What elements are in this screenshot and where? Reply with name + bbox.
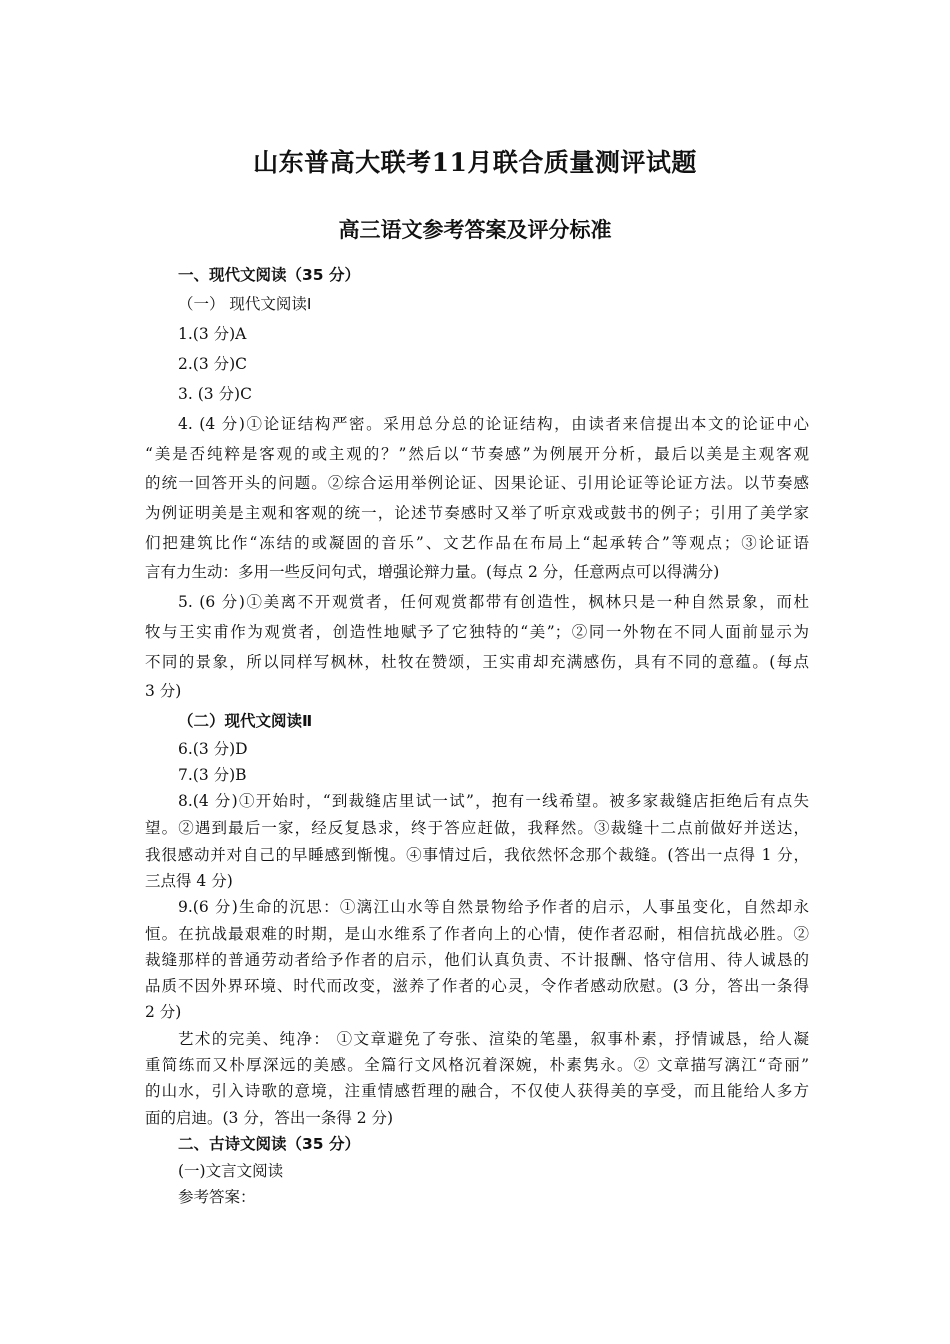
answer-line: 牧与王实甫作为观赏者，创造性地赋予了它独特的“美”；②同一外物在不同人面前显示为: [145, 623, 809, 641]
answer-line: 2 分): [145, 1003, 182, 1021]
section-heading: 一、现代文阅读（35 分）: [178, 266, 360, 284]
answer-line: 5. (6 分)①美离不开观赏者，任何观赏都带有创造性，枫林只是一种自然景象，而杜: [178, 593, 809, 611]
answer-line: 参考答案：: [178, 1188, 256, 1206]
answer-line: 4. (4 分)①论证结构严密。采用总分总的论证结构，由读者来信提出本文的论证中心: [178, 415, 809, 433]
answer-line: 2.(3 分)C: [178, 355, 248, 373]
answer-line: 恒。在抗战最艰难的时期，是山水维系了作者向上的心情，使作者忍耐，相信抗战必胜。②: [145, 925, 809, 943]
page-subtitle: 高三语文参考答案及评分标准: [338, 217, 612, 242]
answer-line: 品质不因外界环境、时代而改变，滋养了作者的心灵，令作者感动欣慰。(3 分，答出一条得: [145, 977, 809, 995]
answer-line: 7.(3 分)B: [178, 766, 247, 784]
answer-line: 9.(6 分)生命的沉思：①漓江山水等自然景物给予作者的启示，人事虽变化，自然却永: [178, 898, 809, 916]
subsection-heading: （一） 现代文阅读Ⅰ: [178, 295, 312, 313]
answer-line: 1.(3 分)A: [178, 325, 247, 343]
answer-line: 言有力生动：多用一些反问句式，增强论辩力量。(每点 2 分，任意两点可以得满分): [145, 563, 720, 581]
answer-line: 6.(3 分)D: [178, 740, 248, 758]
answer-line: 重简练而又朴厚深远的美感。全篇行文风格沉着深婉，朴素隽永。② 文章描写漓江“奇丽”: [145, 1056, 809, 1074]
answer-line: 望。②遇到最后一家，经反复恳求，终于答应赶做，我释然。③裁缝十二点前做好并送达，: [145, 819, 809, 837]
answer-line: “美是否纯粹是客观的或主观的？”然后以“节奏感”为例展开分析，最后以美是主观客观: [145, 445, 809, 463]
subsection-heading: （二）现代文阅读Ⅱ: [178, 712, 313, 730]
subsection-heading: (一)文言文阅读: [178, 1162, 284, 1180]
answer-line: 为例证明美是主观和客观的统一，论述节奏感时又举了听京戏或鼓书的例子；引用了美学家: [145, 504, 809, 522]
section-heading: 二、古诗文阅读（35 分）: [178, 1135, 360, 1153]
answer-line: 不同的景象，所以同样写枫林，杜牧在赞颂，王实甫却充满感伤，具有不同的意蕴。(每点: [145, 653, 809, 671]
answer-line: 3. (3 分)C: [178, 385, 252, 403]
answer-line: 的山水，引入诗歌的意境，注重情感哲理的融合，不仅使人获得美的享受，而且能给人多方: [145, 1082, 809, 1100]
answer-line: 我很感动并对自己的早睡感到惭愧。④事情过后，我依然怀念那个裁缝。(答出一点得 1 分，: [145, 846, 809, 864]
answer-line: 面的启迪。(3 分，答出一条得 2 分): [145, 1109, 394, 1127]
answer-line: 的统一回答开头的问题。②综合运用举例论证、因果论证、引用论证等论证方法。以节奏感: [145, 474, 809, 492]
answer-line: 三点得 4 分): [145, 872, 233, 890]
answer-line: 8.(4 分)①开始时，“到裁缝店里试一试”，抱有一线希望。被多家裁缝店拒绝后有点失: [178, 792, 809, 810]
answer-line: 们把建筑比作“冻结的或凝固的音乐”、文艺作品在布局上“起承转合”等观点；③论证语: [145, 534, 809, 552]
answer-line: 3 分): [145, 682, 182, 700]
answer-line: 艺术的完美、纯净： ①文章避免了夸张、渲染的笔墨，叙事朴素，抒情诚恳，给人凝: [178, 1030, 809, 1048]
answer-line: 裁缝那样的普通劳动者给予作者的启示，他们认真负责、不计报酬、恪守信用、待人诚恳的: [145, 951, 809, 969]
page-title: 山东普高大联考11月联合质量测评试题: [253, 148, 697, 177]
